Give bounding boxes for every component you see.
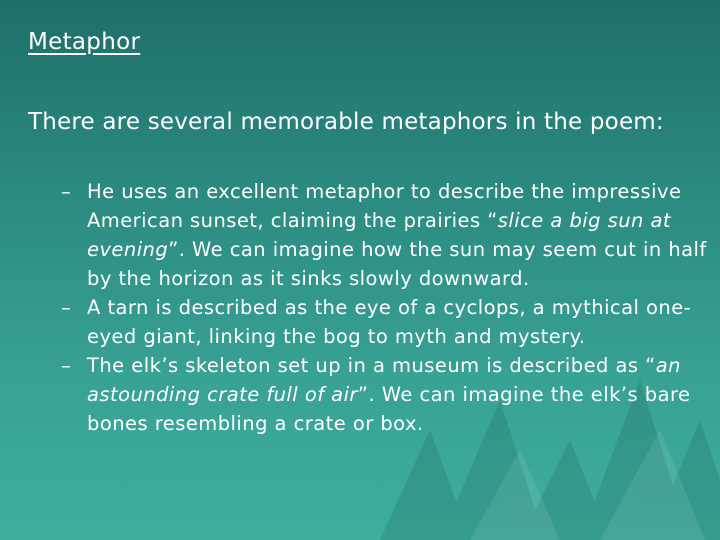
bullet-text: He uses an excellent metaphor to describe the impressive American sunset, claiming the prairies “ [87, 180, 682, 232]
bullet-quote: slice a big sun at evening [87, 209, 671, 261]
bullet-elk [61, 351, 713, 438]
bullet-sunset [61, 177, 713, 293]
slide-title: Metaphor [28, 29, 141, 55]
bullet-text: A tarn is described as the eye of a cyclops, a mythical one-eyed giant, linking the bog to myth and mystery. [87, 296, 692, 348]
intro-text: There are several memorable metaphors in the poem: [28, 109, 664, 135]
bullet-dash: – [61, 180, 72, 203]
bullet-list [61, 177, 713, 438]
bullet-text-end: ”. We can imagine how the sun may seem cut in half by the horizon as it sinks slowly downward. [87, 238, 707, 290]
bullet-text-end: ”. We can imagine the elk’s bare bones resembling a crate or box. [87, 383, 691, 435]
bullet-text: The elk’s skeleton set up in a museum is described as “ [87, 354, 656, 377]
bullet-dash: – [61, 354, 72, 377]
bullet-tarn [61, 293, 713, 351]
bullet-dash: – [61, 296, 72, 319]
bullet-quote: an astounding crate full of air [87, 354, 681, 406]
